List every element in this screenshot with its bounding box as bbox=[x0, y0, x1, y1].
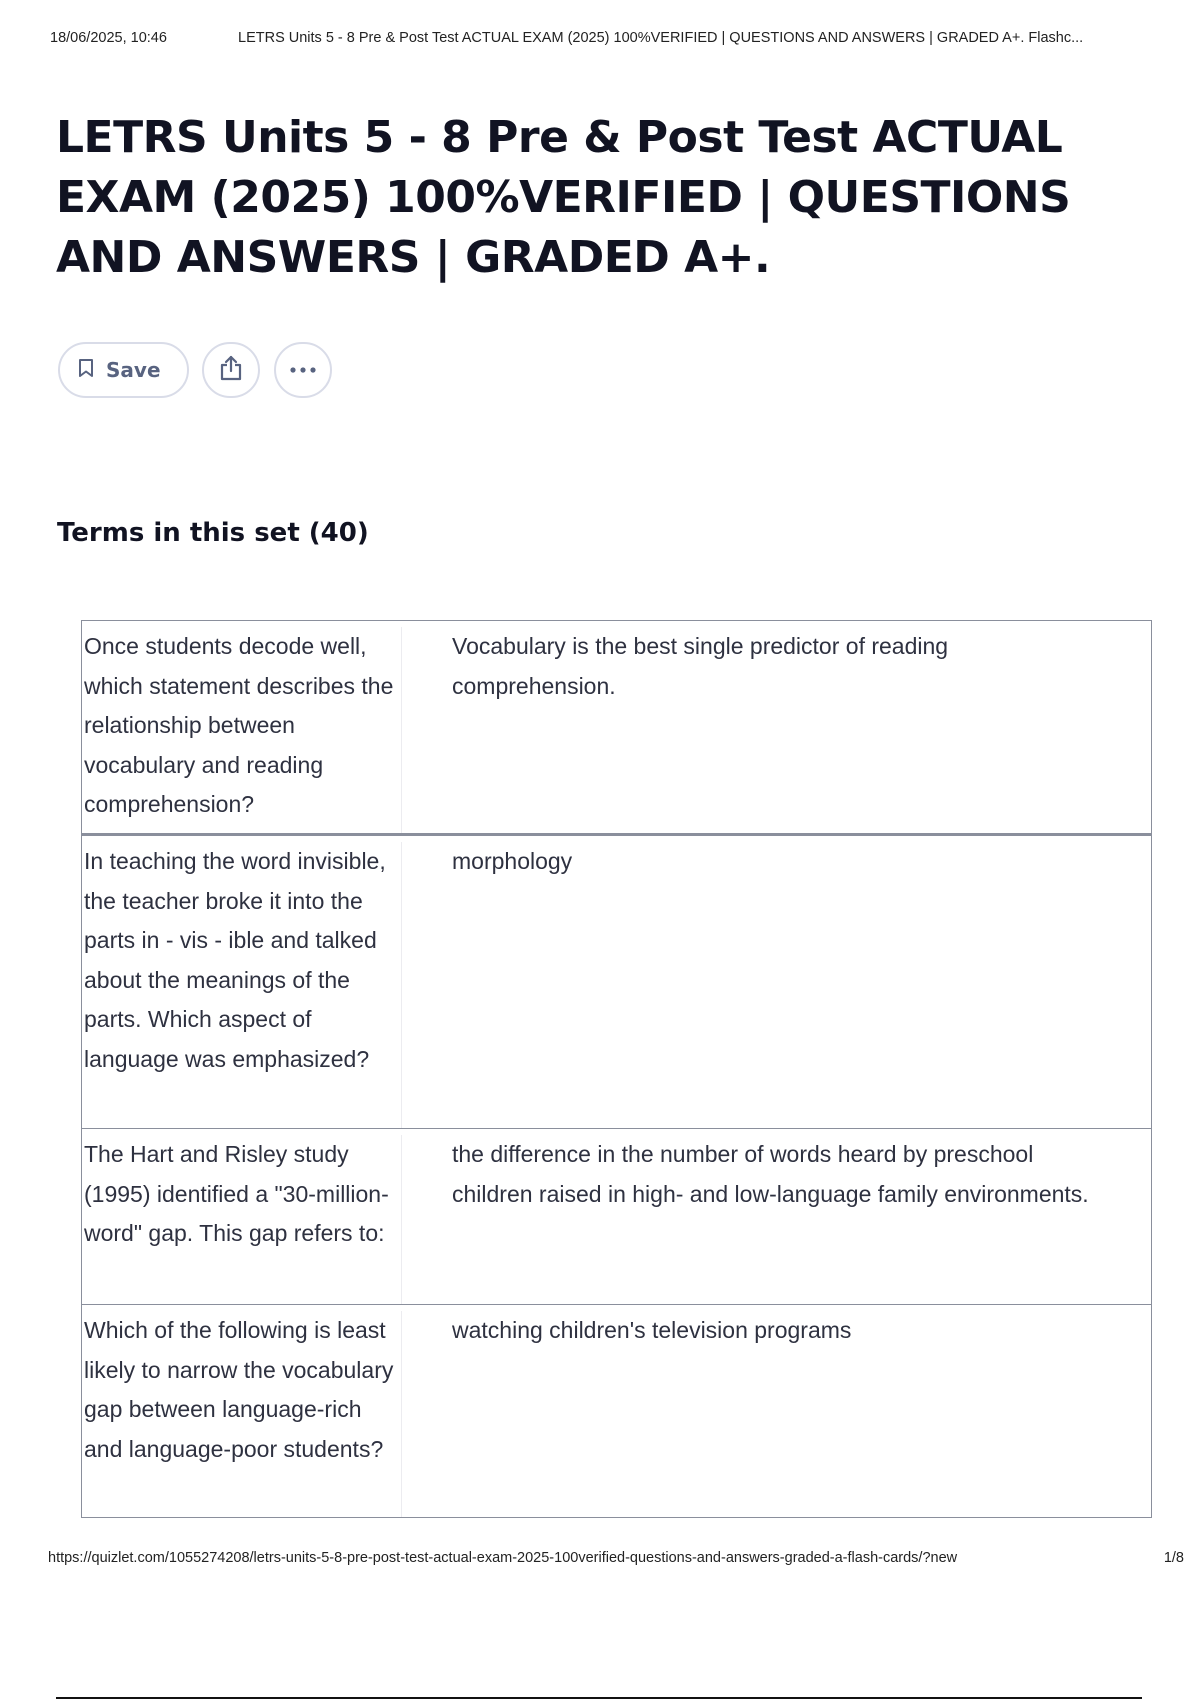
term-question: Which of the following is least likely to narrow the vocabulary gap between language-rich and language-poor students? bbox=[82, 1311, 402, 1517]
term-row bbox=[82, 836, 1151, 1129]
share-button[interactable] bbox=[202, 342, 260, 398]
print-document-title: LETRS Units 5 - 8 Pre & Post Test ACTUAL EXAM (2025) 100%VERIFIED | QUESTIONS AND ANSWERS | GRADED A+. Flashc... bbox=[238, 30, 1084, 46]
term-answer: the difference in the number of words heard by preschool children raised in high- and low-language family environments. bbox=[452, 1141, 1089, 1207]
term-answer: watching children's television programs bbox=[452, 1317, 852, 1343]
print-date: 18/06/2025, 10:46 bbox=[50, 30, 167, 46]
terms-table bbox=[81, 620, 1152, 1518]
term-question: The Hart and Risley study (1995) identified a "30-million-word" gap. This gap refers to: bbox=[82, 1135, 402, 1304]
more-options-button[interactable] bbox=[274, 342, 332, 398]
divider bbox=[56, 1697, 1142, 1699]
term-question: Once students decode well, which statement describes the relationship between vocabulary and reading comprehension? bbox=[82, 627, 402, 833]
term-answer: Vocabulary is the best single predictor of reading comprehension. bbox=[452, 633, 949, 699]
term-row bbox=[82, 1129, 1151, 1305]
print-url: https://quizlet.com/1055274208/letrs-units-5-8-pre-post-test-actual-exam-2025-100verified-questions-and-answers-graded-a-flash-cards/?new bbox=[48, 1550, 958, 1566]
term-row bbox=[82, 621, 1151, 836]
save-button-label: Save bbox=[106, 358, 161, 382]
terms-heading: Terms in this set (40) bbox=[57, 518, 369, 548]
page-title: LETRS Units 5 - 8 Pre & Post Test ACTUAL EXAM (2025) 100%VERIFIED | QUESTIONS AND ANSWERS | GRADED A+. bbox=[56, 112, 1071, 283]
save-button[interactable] bbox=[58, 342, 189, 398]
bookmark-icon bbox=[78, 358, 94, 383]
print-header bbox=[50, 30, 1184, 50]
term-answer: morphology bbox=[452, 848, 573, 874]
more-icon bbox=[289, 361, 317, 379]
term-question: In teaching the word invisible, the teacher broke it into the parts in - vis - ible and talked about the meanings of the parts. Which aspect of language was emphasized? bbox=[82, 842, 402, 1128]
term-row bbox=[82, 1305, 1151, 1517]
page-number: 1/8 bbox=[1163, 1550, 1184, 1566]
share-icon bbox=[218, 354, 244, 387]
